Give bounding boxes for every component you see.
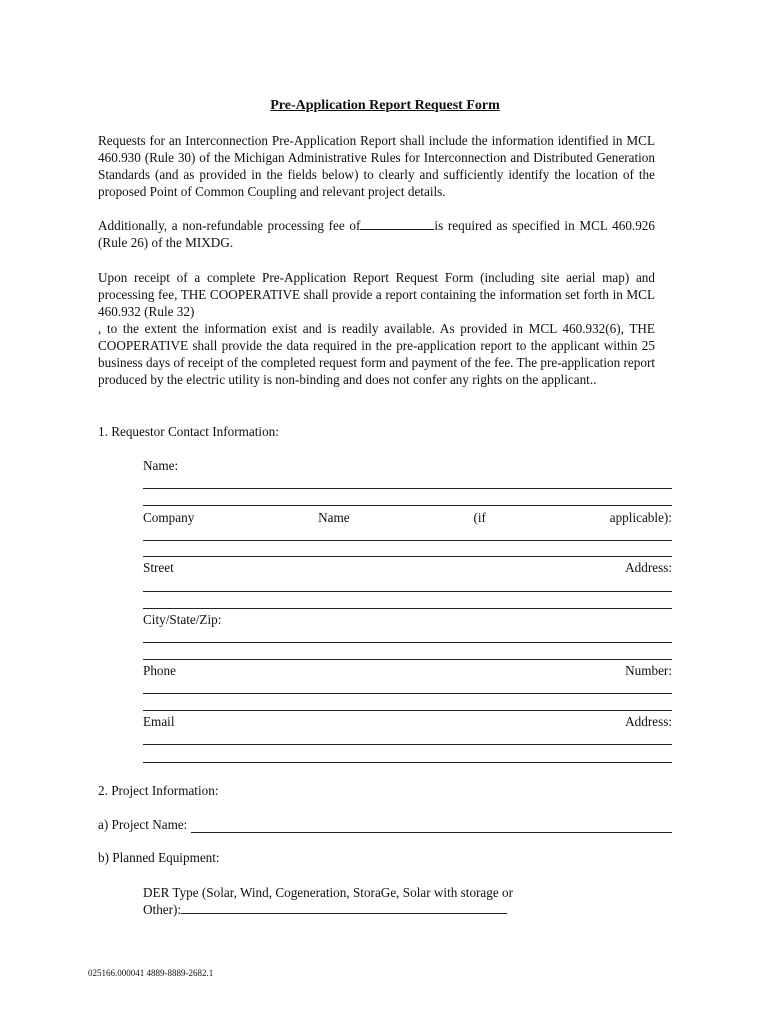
name-label-text: Name:	[143, 458, 179, 473]
city-label	[143, 612, 672, 628]
name-line-1[interactable]	[143, 488, 672, 489]
phone-line-1[interactable]	[143, 693, 672, 694]
street-line-2[interactable]	[143, 608, 672, 609]
receipt-text-b: , to the extent the information exist and is readily available. As provided in MCL 460.932(6), THE COOPERATIVE shall provide the data required in the pre-application report to the applicant within 25 business days of receipt of the completed request form and payment of the fee. The pre-application report produced by the electric utility is non-binding and does not confer any rights on the applicant..	[98, 321, 655, 387]
email-line-1[interactable]	[143, 744, 672, 745]
company-line-1[interactable]	[143, 540, 672, 541]
street-word-1: Street	[143, 560, 174, 575]
form-title: Pre-Application Report Request Form	[270, 98, 500, 113]
document-id: 025166.000041 4889-8889-2682.1	[88, 968, 214, 978]
planned-equipment-label: b) Planned Equipment:	[98, 850, 220, 865]
company-word-4: applicable):	[609, 510, 672, 525]
project-name-row	[98, 817, 672, 833]
city-line-2[interactable]	[143, 659, 672, 660]
company-word-1: Company	[143, 510, 195, 525]
fee-amount-field[interactable]	[360, 217, 434, 230]
der-type-line1: DER Type (Solar, Wind, Cogeneration, StoraGe, Solar with storage or	[143, 885, 514, 900]
der-type-block	[143, 884, 513, 918]
phone-line-2[interactable]	[143, 710, 672, 711]
der-type-line2-row	[143, 901, 513, 918]
receipt-text-a: Upon receipt of a complete Pre-Application Report Request Form (including site aerial map) and processing fee, THE COOPERATIVE shall provide a report containing the information set forth in MCL 460.932 (Rule 32)	[98, 270, 655, 319]
project-name-label: a) Project Name:	[98, 817, 188, 832]
fee-paragraph	[98, 217, 655, 251]
receipt-paragraph	[98, 269, 655, 388]
company-word-2: Name	[318, 510, 350, 525]
section2-heading: 2. Project Information:	[98, 783, 219, 798]
city-line-1[interactable]	[143, 642, 672, 643]
section1-heading: 1. Requestor Contact Information:	[98, 424, 279, 439]
street-label	[143, 560, 672, 576]
email-label	[143, 714, 672, 730]
name-label	[143, 458, 672, 474]
name-line-2[interactable]	[143, 505, 672, 506]
email-line-2[interactable]	[143, 762, 672, 763]
der-type-field[interactable]	[181, 901, 507, 914]
company-label	[143, 510, 672, 526]
phone-word-1: Phone	[143, 663, 176, 678]
street-line-1[interactable]	[143, 591, 672, 592]
fee-text-before: Additionally, a non-refundable processing fee of	[98, 218, 361, 233]
street-word-2: Address:	[625, 560, 672, 575]
email-word-1: Email	[143, 714, 175, 729]
city-label-text: City/State/Zip:	[143, 612, 222, 627]
fee-text-after: is required as specified in MCL 460.926 (Rule 26) of the MIXDG.	[98, 218, 655, 250]
email-word-2: Address:	[625, 714, 672, 729]
company-word-3: (if	[473, 510, 486, 525]
phone-label	[143, 663, 672, 679]
intro-paragraph: Requests for an Interconnection Pre-Application Report shall include the information identified in MCL 460.930 (Rule 30) of the Michigan Administrative Rules for Interconnection and Distributed Generation Standards (and as provided in the fields below) to clearly and sufficiently identify the location of the proposed Point of Common Coupling and relevant project details.	[98, 133, 655, 199]
phone-word-2: Number:	[625, 663, 672, 678]
company-line-2[interactable]	[143, 556, 672, 557]
der-type-line2: Other):	[143, 902, 182, 917]
project-name-field[interactable]	[191, 818, 672, 833]
